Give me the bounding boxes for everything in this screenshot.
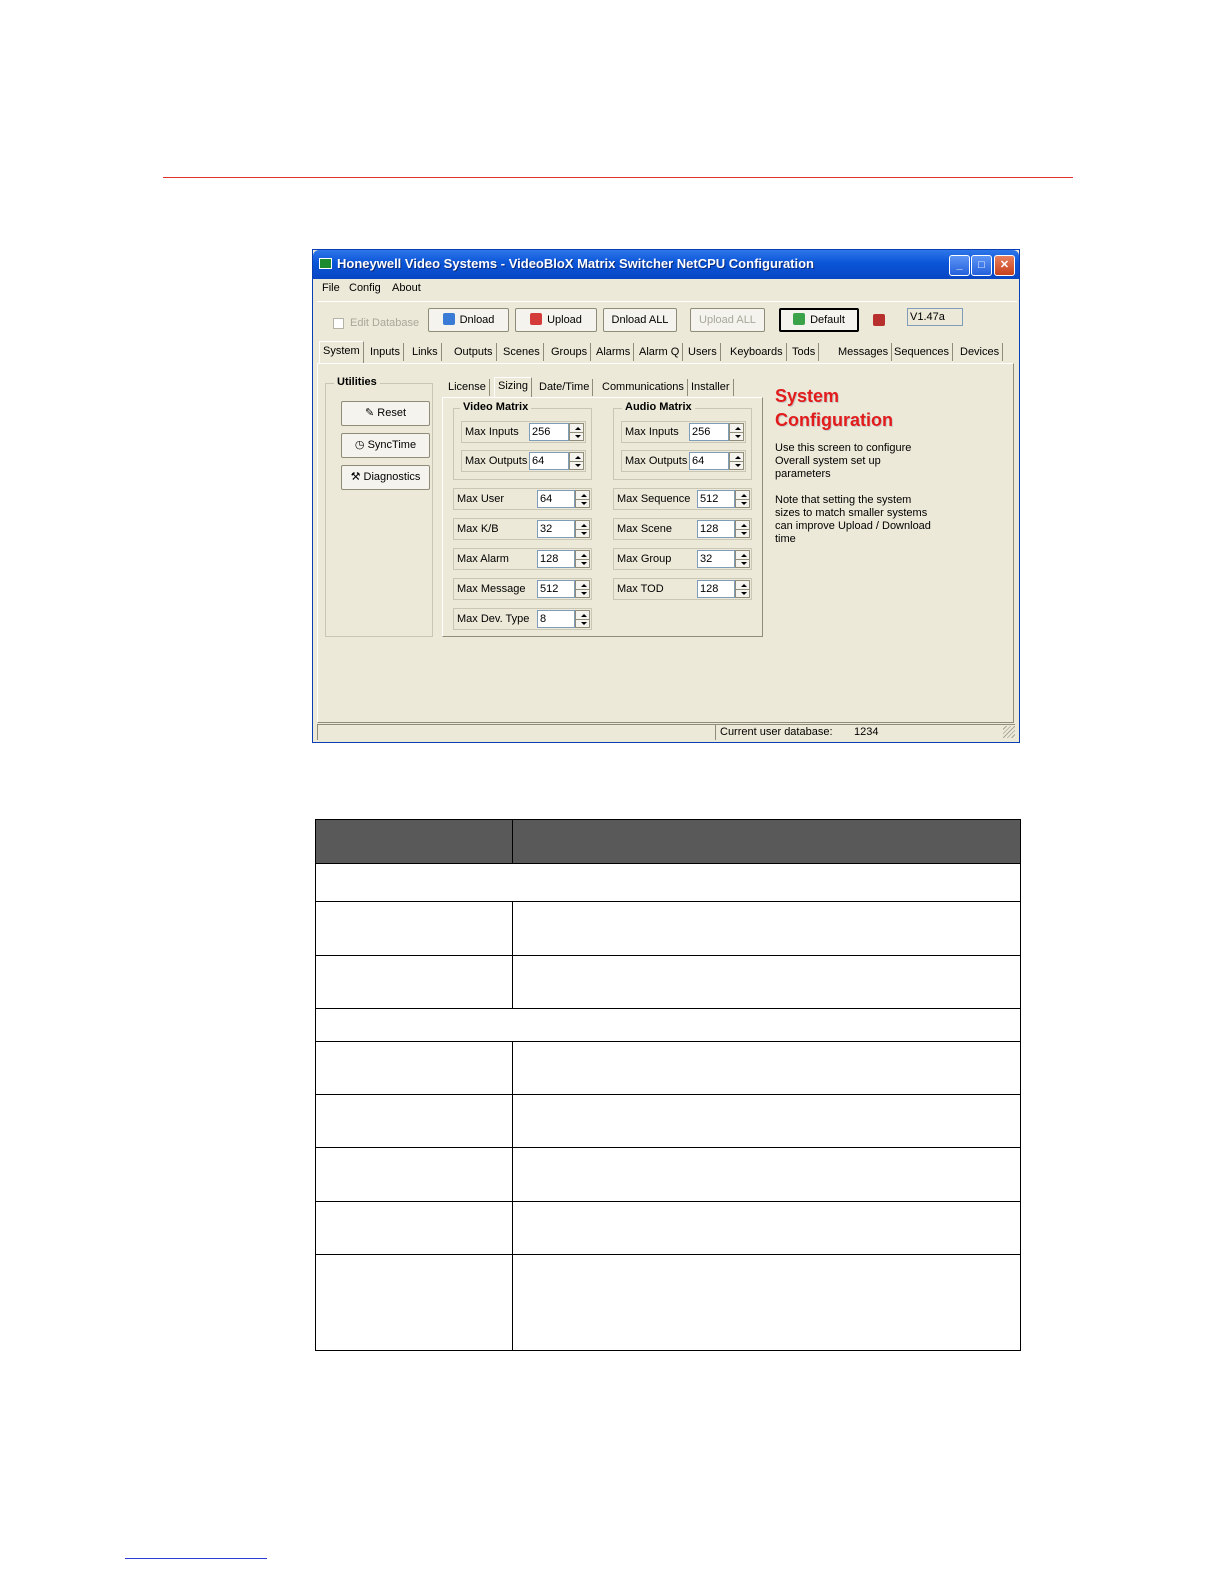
max-message-input[interactable]: 512	[537, 580, 575, 598]
max-sequence-spinner[interactable]	[735, 490, 750, 508]
tab-alarms[interactable]: Alarms	[593, 343, 634, 361]
tab-devices[interactable]: Devices	[957, 343, 1003, 361]
menu-file[interactable]: File	[322, 282, 340, 294]
info-description	[775, 442, 935, 559]
menu-config[interactable]: Config	[349, 282, 381, 294]
table-row	[316, 1042, 1021, 1095]
max-scene-field	[613, 518, 752, 540]
audio-max-outputs-label: Max Outputs	[625, 455, 688, 467]
header-rule	[163, 177, 1073, 178]
video-max-inputs-spinner[interactable]	[569, 423, 584, 441]
tab-tods[interactable]: Tods	[789, 343, 819, 361]
status-segment-empty	[317, 724, 715, 740]
utilities-title: Utilities	[334, 376, 380, 388]
max-dev-type-input[interactable]: 8	[537, 610, 575, 628]
table-row	[316, 902, 1021, 956]
table-row	[316, 1202, 1021, 1255]
resize-grip[interactable]	[1003, 726, 1015, 738]
table-header-cell	[513, 820, 1021, 864]
maximize-button[interactable]: □	[971, 255, 992, 276]
max-sequence-label: Max Sequence	[617, 493, 691, 505]
edit-database-checkbox[interactable]	[333, 318, 344, 329]
synctime-button[interactable]: ◷ SyncTime	[341, 433, 430, 458]
subtab-date-time[interactable]: Date/Time	[536, 379, 593, 396]
max-message-spinner[interactable]	[575, 580, 590, 598]
info-title-line1: System	[775, 386, 840, 406]
table-section-row	[316, 1009, 1021, 1042]
audio-max-inputs-label: Max Inputs	[625, 426, 679, 438]
table-cell	[513, 956, 1021, 1009]
table-cell	[316, 902, 513, 956]
tab-system[interactable]: System	[319, 341, 364, 363]
reset-icon: ✎	[364, 407, 378, 419]
video-max-outputs-field	[461, 450, 586, 472]
tab-alarm-q[interactable]: Alarm Q	[636, 343, 683, 361]
audio-max-outputs-field	[621, 450, 746, 472]
video-matrix-group	[453, 401, 592, 480]
toolbar	[317, 301, 1017, 342]
audio-matrix-group	[613, 401, 752, 480]
max-tod-input[interactable]: 128	[697, 580, 735, 598]
tab-groups[interactable]: Groups	[548, 343, 591, 361]
download-icon	[443, 313, 455, 325]
tab-keyboards[interactable]: Keyboards	[727, 343, 787, 361]
table-cell	[513, 902, 1021, 956]
upload-icon	[530, 313, 542, 325]
max-user-spinner[interactable]	[575, 490, 590, 508]
default-button[interactable]: Default	[779, 308, 859, 332]
tab-outputs[interactable]: Outputs	[451, 343, 497, 361]
app-window	[312, 249, 1020, 743]
upload-all-button[interactable]: Upload ALL	[690, 308, 765, 332]
tab-messages[interactable]: Messages	[835, 343, 892, 361]
subtab-license[interactable]: License	[445, 379, 490, 396]
minimize-button[interactable]: _	[949, 255, 970, 276]
table-section-cell	[316, 1009, 1021, 1042]
max-alarm-field	[453, 548, 592, 570]
table-cell	[513, 1255, 1021, 1351]
max-kb-field	[453, 518, 592, 540]
table-cell	[316, 1148, 513, 1202]
edit-database-label: Edit Database	[350, 317, 420, 329]
table-row	[316, 1148, 1021, 1202]
table-cell	[513, 1202, 1021, 1255]
menu-about[interactable]: About	[392, 282, 421, 294]
table-header-row	[316, 820, 1021, 864]
document-table	[315, 819, 1021, 1351]
table-section-cell	[316, 864, 1021, 902]
status-value: 1234	[854, 726, 879, 738]
audio-max-inputs-input[interactable]: 256	[689, 423, 729, 441]
max-tod-label: Max TOD	[617, 583, 664, 595]
info-paragraph-1: Use this screen to configure Overall system set up parameters	[775, 442, 912, 480]
max-alarm-spinner[interactable]	[575, 550, 590, 568]
clock-icon: ◷	[354, 439, 368, 451]
max-group-field	[613, 548, 752, 570]
info-title-line2: Configuration	[775, 410, 893, 430]
max-user-label: Max User	[457, 493, 505, 505]
max-user-input[interactable]: 64	[537, 490, 575, 508]
diagnostics-button[interactable]: ⚒ Diagnostics	[341, 465, 430, 490]
max-user-field	[453, 488, 592, 510]
dnload-button[interactable]: Dnload	[428, 308, 509, 332]
status-label: Current user database:	[720, 726, 833, 738]
audio-max-outputs-spinner[interactable]	[729, 452, 744, 470]
upload-button[interactable]: Upload	[515, 308, 597, 332]
video-max-outputs-input[interactable]: 64	[529, 452, 569, 470]
window-title: Honeywell Video Systems - VideoBloX Matrix Switcher NetCPU Configuration	[337, 256, 815, 271]
max-group-spinner[interactable]	[735, 550, 750, 568]
tab-scenes[interactable]: Scenes	[500, 343, 544, 361]
audio-max-outputs-input[interactable]: 64	[689, 452, 729, 470]
max-sequence-field	[613, 488, 752, 510]
subtab-installer[interactable]: Installer	[688, 379, 734, 396]
table-cell	[316, 1095, 513, 1148]
users-icon	[873, 314, 885, 326]
tab-inputs[interactable]: Inputs	[367, 343, 404, 361]
info-title	[775, 384, 893, 432]
video-max-inputs-input[interactable]: 256	[529, 423, 569, 441]
info-paragraph-2: Note that setting the system sizes to match smaller systems can improve Upload / Download time	[775, 494, 931, 545]
video-max-inputs-field	[461, 421, 586, 443]
tab-sequences[interactable]: Sequences	[891, 343, 953, 361]
dnload-all-button[interactable]: Dnload ALL	[603, 308, 677, 332]
status-segment-database	[715, 724, 1015, 740]
max-dev-type-label: Max Dev. Type	[457, 613, 530, 625]
max-message-label: Max Message	[457, 583, 526, 595]
max-dev-type-field	[453, 608, 592, 630]
table-cell	[513, 1148, 1021, 1202]
table-cell	[316, 1042, 513, 1095]
max-group-label: Max Group	[617, 553, 672, 565]
version-field: V1.47a	[907, 308, 963, 326]
status-bar	[317, 724, 1017, 740]
users-icon-button[interactable]	[867, 309, 891, 331]
table-cell	[513, 1095, 1021, 1148]
monitor-icon	[319, 258, 332, 269]
tab-users[interactable]: Users	[685, 343, 721, 361]
tools-icon: ⚒	[350, 471, 364, 483]
max-tod-field	[613, 578, 752, 600]
max-scene-label: Max Scene	[617, 523, 673, 535]
max-scene-input[interactable]: 128	[697, 520, 735, 538]
table-cell	[316, 956, 513, 1009]
table-row	[316, 1095, 1021, 1148]
max-sequence-input[interactable]: 512	[697, 490, 735, 508]
video-matrix-title: Video Matrix	[460, 401, 531, 413]
max-message-field	[453, 578, 592, 600]
table-cell	[316, 1255, 513, 1351]
max-tod-spinner[interactable]	[735, 580, 750, 598]
close-button[interactable]: ✕	[994, 255, 1015, 276]
max-kb-spinner[interactable]	[575, 520, 590, 538]
subtab-communications[interactable]: Communications	[599, 379, 688, 396]
subtab-sizing[interactable]: Sizing	[494, 377, 532, 398]
max-kb-label: Max K/B	[457, 523, 499, 535]
audio-matrix-title: Audio Matrix	[622, 401, 695, 413]
pencil-icon	[793, 313, 805, 325]
table-cell	[513, 1042, 1021, 1095]
table-cell	[316, 1202, 513, 1255]
max-alarm-input[interactable]: 128	[537, 550, 575, 568]
video-max-inputs-label: Max Inputs	[465, 426, 519, 438]
max-alarm-label: Max Alarm	[457, 553, 509, 565]
reset-button[interactable]: ✎ Reset	[341, 401, 430, 426]
utilities-group	[325, 376, 433, 637]
audio-max-inputs-field	[621, 421, 746, 443]
max-dev-type-spinner[interactable]	[575, 610, 590, 628]
audio-max-inputs-spinner[interactable]	[729, 423, 744, 441]
video-max-outputs-label: Max Outputs	[465, 455, 528, 467]
table-section-row	[316, 864, 1021, 902]
max-kb-input[interactable]: 32	[537, 520, 575, 538]
tab-links[interactable]: Links	[409, 343, 442, 361]
table-header-cell	[316, 820, 513, 864]
footer-rule	[125, 1558, 267, 1559]
table-row	[316, 956, 1021, 1009]
sizing-page	[442, 397, 763, 637]
title-bar[interactable]	[313, 250, 1019, 279]
max-group-input[interactable]: 32	[697, 550, 735, 568]
table-row	[316, 1255, 1021, 1351]
max-scene-spinner[interactable]	[735, 520, 750, 538]
video-max-outputs-spinner[interactable]	[569, 452, 584, 470]
